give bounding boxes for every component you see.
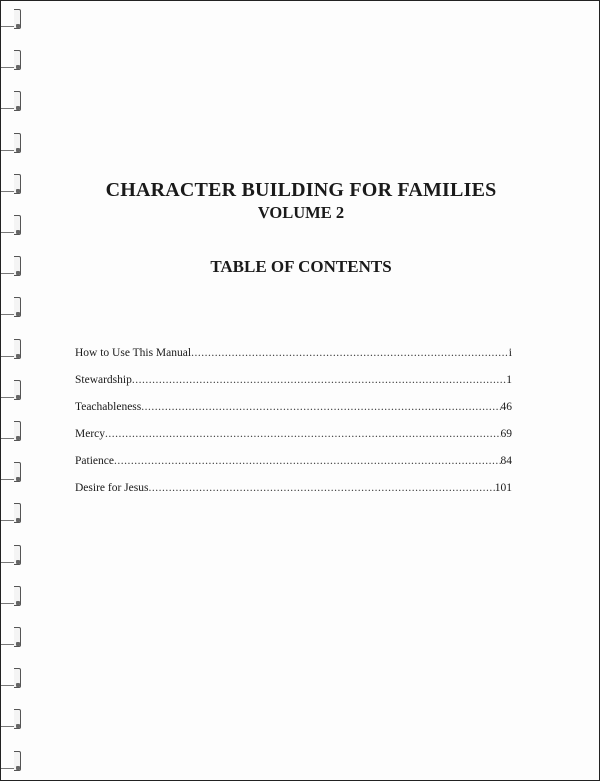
binding-coil [1, 709, 25, 731]
binding-coil [1, 297, 25, 319]
binding-coil [1, 9, 25, 31]
binding-coil [1, 133, 25, 155]
toc-entry-label: Mercy [75, 428, 106, 440]
dot-leader [132, 374, 506, 386]
toc-entry-label: Patience [75, 455, 114, 467]
toc-entry-label: How to Use This Manual [75, 347, 192, 359]
binding-coil [1, 627, 25, 649]
binding-coil [1, 50, 25, 72]
toc-entry-label: Desire for Jesus [75, 482, 149, 494]
dot-leader [191, 347, 509, 359]
toc-entry-stewardship [75, 374, 512, 401]
book-title: CHARACTER BUILDING FOR FAMILIES [105, 179, 497, 201]
binding-coil [1, 421, 25, 443]
toc-entry-patience [75, 455, 512, 482]
toc-entry-page: 101 [494, 482, 512, 494]
binding-coil [1, 751, 25, 773]
dot-leader [141, 401, 500, 413]
toc-entry-how-to-use [75, 347, 512, 374]
toc-entry-desire-for-jesus [75, 482, 512, 509]
spiral-binding [1, 1, 29, 780]
dot-leader [105, 428, 500, 440]
table-of-contents [75, 347, 512, 509]
binding-coil [1, 545, 25, 567]
toc-entry-label: Stewardship [75, 374, 132, 386]
binding-coil [1, 91, 25, 113]
binding-coil [1, 668, 25, 690]
toc-entry-page: 69 [500, 428, 512, 440]
toc-entry-teachableness [75, 401, 512, 428]
toc-entry-page: 46 [500, 401, 512, 413]
dot-leader [114, 455, 501, 467]
toc-heading: TABLE OF CONTENTS [210, 257, 392, 276]
binding-coil [1, 339, 25, 361]
binding-coil [1, 586, 25, 608]
binding-coil [1, 462, 25, 484]
toc-entry-mercy [75, 428, 512, 455]
volume-label: VOLUME 2 [257, 203, 345, 222]
binding-coil [1, 380, 25, 402]
toc-entry-page: 84 [500, 455, 512, 467]
toc-entry-label: Teachableness [75, 401, 142, 413]
dot-leader [148, 482, 494, 494]
binding-coil [1, 503, 25, 525]
toc-entry-page: 1 [506, 374, 512, 386]
toc-entry-page: i [508, 347, 512, 359]
